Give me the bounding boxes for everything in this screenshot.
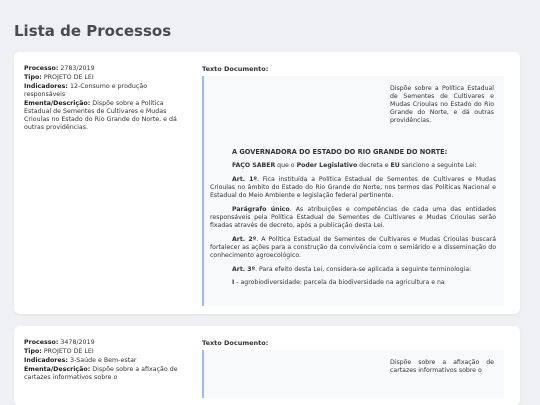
- tipo-value: PROJETO DE LEI: [43, 348, 94, 355]
- page-title: Lista de Processos: [14, 22, 172, 40]
- doc-paragrafo-unico: Parágrafo único. As atribuições e competências de cada uma das entidades responsáveis pela Política Estadual de Sementes de Cultivares e Mudas Crioulas serão fixadas através de decreto, após a publicação desta Lei.: [210, 206, 496, 229]
- process-metadata: [24, 65, 188, 133]
- ementa-label: Ementa/Descrição:: [24, 366, 91, 373]
- processo-value: 3478/2019: [60, 339, 95, 346]
- doc-governador: A GOVERNADORA DO ESTADO DO RIO GRANDE DO NORTE:: [232, 147, 448, 156]
- tipo-value: PROJETO DE LEI: [43, 74, 94, 81]
- indicadores-label: Indicadores:: [24, 357, 68, 364]
- tipo-label: Tipo:: [24, 348, 42, 355]
- processo-value: 2783/2019: [60, 65, 95, 72]
- doc-ementa: Dispõe sobre a afixação de cartazes informativos sobre o: [390, 359, 494, 374]
- process-card: [14, 326, 520, 405]
- processo-label: Processo:: [24, 339, 59, 346]
- texto-documento-label: Texto Documento:: [202, 339, 269, 347]
- ementa-value: Dispõe sobre a afixação de cartazes informativos sobre o: [24, 366, 178, 381]
- indicadores-label: Indicadores:: [24, 83, 68, 90]
- indicadores-value: 12-Consumo e produção responsáveis: [24, 83, 148, 98]
- tipo-label: Tipo:: [24, 74, 42, 81]
- ementa-label: Ementa/Descrição:: [24, 100, 91, 107]
- process-card: [14, 52, 520, 314]
- doc-art-1: Art. 1º. Fica instituída a Política Estadual de Sementes de Cultivares e Mudas Crioulas no âmbito do Estado do Rio Grande do Norte, nos termos das Políticas Nacional e Estadual do Meio Ambiente e legislação federal pertinente.: [210, 176, 496, 200]
- doc-art-3: Art. 3º. Para efeito desta Lei, considera-se aplicada a seguinte terminologia:: [232, 265, 472, 273]
- doc-art-2: Art. 2º. A Política Estadual de Sementes de Cultivares e Mudas Crioulas buscará fortalecer as ações para a construção da convivência com o semiárido e a disseminação do conhecimento agroecológico.: [210, 235, 496, 259]
- doc-item-1: I - agrobiodiversidade: parcela da biodiversidade na agricultura e na: [232, 279, 445, 287]
- document-text-panel[interactable]: [202, 350, 504, 398]
- ementa-value: Dispõe sobre a Política Estadual de Sementes de Cultivares e Mudas Crioulas no Estado do Rio Grande do Norte, e dá outras providências.: [24, 100, 177, 131]
- doc-ementa: Dispõe sobre a Política Estadual de Sementes de Cultivares e Mudas Crioulas no Estado do Rio Grande do Norte, e dá outras providências.: [390, 85, 494, 124]
- process-metadata: [24, 339, 188, 383]
- processo-label: Processo:: [24, 65, 59, 72]
- document-text-panel[interactable]: [202, 76, 504, 306]
- indicadores-value: 3-Saúde e Bem-estar: [69, 357, 137, 364]
- texto-documento-label: Texto Documento:: [202, 65, 269, 73]
- doc-faco-saber: FAÇO SABER que o Poder Legislativo decreta e EU sanciono a seguinte Lei:: [232, 162, 477, 170]
